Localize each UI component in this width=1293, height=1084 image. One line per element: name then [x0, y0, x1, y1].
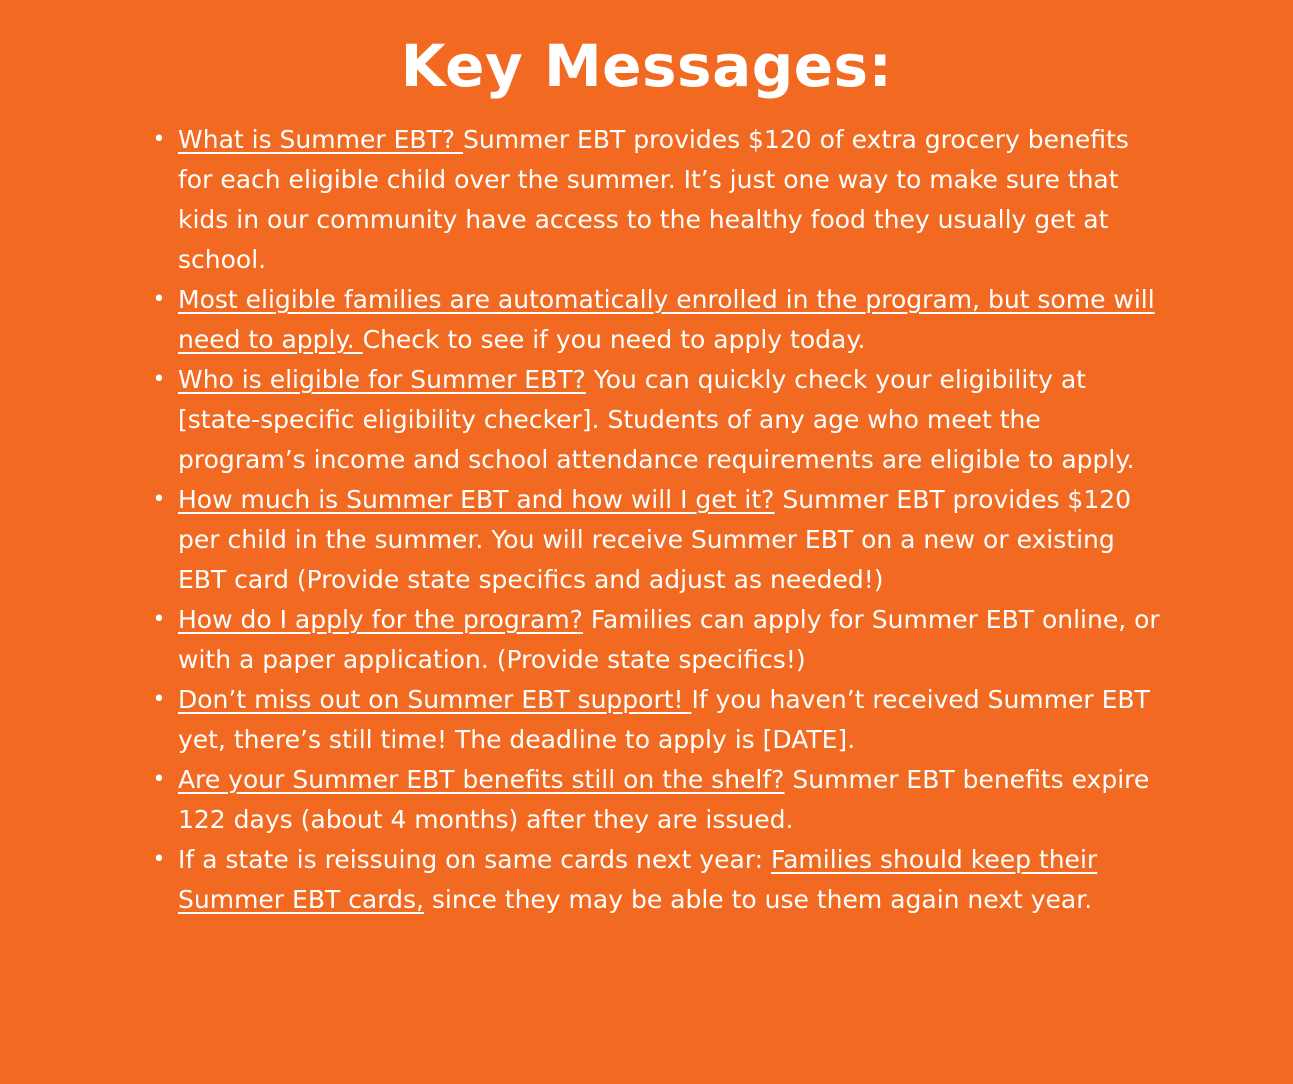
- list-item: [150, 360, 1160, 480]
- bullet-icon: •: [152, 687, 166, 712]
- message-text: You can quickly check your eligibility at [state-specific eligibility checker]. Students of any age who meet the program’s income and school attendance requirements are eligible to apply.: [178, 365, 1135, 474]
- bullet-icon: •: [152, 607, 166, 632]
- list-item: [150, 600, 1160, 680]
- list-item: [150, 280, 1160, 360]
- bullet-icon: •: [152, 367, 166, 392]
- list-item: [150, 680, 1160, 760]
- message-link[interactable]: How do I apply for the program?: [178, 605, 583, 634]
- bullet-icon: •: [152, 847, 166, 872]
- message-text: If you haven’t received Summer EBT yet, there’s still time! The deadline to apply is [DATE].: [178, 685, 1150, 754]
- message-text: Check to see if you need to apply today.: [362, 325, 866, 354]
- message-link[interactable]: What is Summer EBT?: [178, 125, 464, 154]
- message-text: Families can apply for Summer EBT online, or with a paper application. (Provide state specifics!): [178, 605, 1160, 674]
- message-link[interactable]: Don’t miss out on Summer EBT support!: [178, 685, 692, 714]
- bullet-icon: •: [152, 287, 166, 312]
- message-link[interactable]: Families should keep their Summer EBT cards,: [178, 845, 1098, 914]
- message-link[interactable]: Most eligible families are automatically enrolled in the program, but some will need to apply.: [178, 285, 1155, 354]
- page-title: Key Messages:: [400, 32, 893, 100]
- bullet-icon: •: [152, 487, 166, 512]
- message-link[interactable]: How much is Summer EBT and how will I get it?: [178, 485, 775, 514]
- message-text: Summer EBT benefits expire 122 days (about 4 months) after they are issued.: [178, 765, 1150, 834]
- message-text: Summer EBT provides $120 per child in the summer. You will receive Summer EBT on a new or existing EBT card (Provide state specifics and adjust as needed!): [178, 485, 1132, 594]
- list-item: [150, 120, 1160, 280]
- message-text: since they may be able to use them again next year.: [423, 885, 1093, 914]
- message-lead-text: If a state is reissuing on same cards next year:: [178, 845, 772, 874]
- key-messages-list: [150, 120, 1160, 920]
- bullet-icon: •: [152, 767, 166, 792]
- message-link[interactable]: Who is eligible for Summer EBT?: [178, 365, 586, 394]
- list-item: [150, 840, 1160, 920]
- list-item: [150, 480, 1160, 600]
- message-link[interactable]: Are your Summer EBT benefits still on the shelf?: [178, 765, 785, 794]
- list-item: [150, 760, 1160, 840]
- bullet-icon: •: [152, 127, 166, 152]
- message-text: Summer EBT provides $120 of extra grocery benefits for each eligible child over the summer. It’s just one way to make sure that kids in our community have access to the healthy food they usually get at school.: [178, 125, 1129, 274]
